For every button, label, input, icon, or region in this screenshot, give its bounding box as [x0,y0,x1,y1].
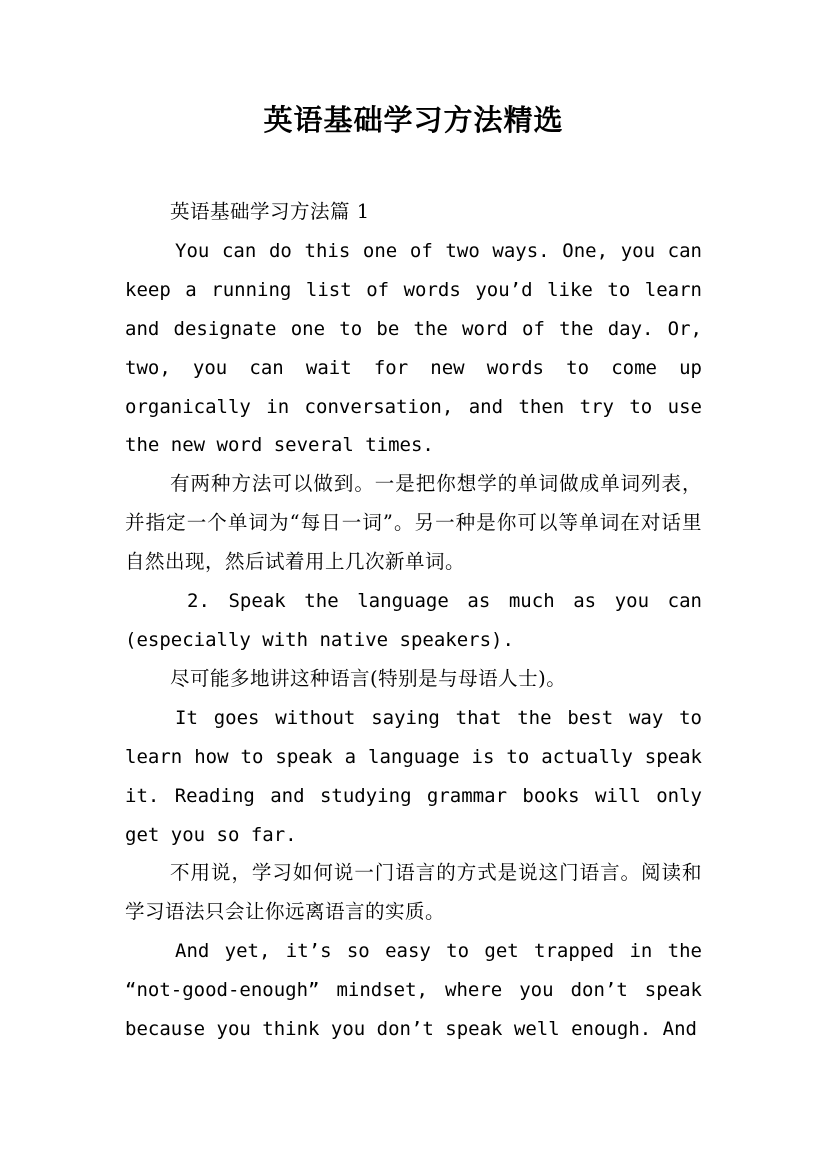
section-heading: 英语基础学习方法篇 1 [170,200,370,223]
paragraph-chinese: 有两种方法可以做到。一是把你想学的单词做成单词列表，并指定一个单词为“每日一词”。另一种是你可以等单词在对话里自然出现，然后试着用上几次新单词。 [125,472,702,574]
document-body [125,193,702,1049]
paragraph-chinese: 不用说，学习如何说一门语言的方式是说这门语言。阅读和学习语法只会让你远离语言的实质。 [125,861,702,924]
paragraph-english: You can do this one of two ways. One, you can keep a running list of words you’d like to learn and designate one to be the word of the day. Or, two, you can wait for new words to come up organically in conversation, and then try to use the new word several times. [125,239,702,457]
paragraph-english: It goes without saying that the best way to learn how to speak a language is to actually speak it. Reading and studying grammar books will only get you so far. [125,706,702,846]
document-title: 英语基础学习方法精选 [263,103,564,137]
paragraph-english-numbered: 2. Speak the language as much as you can (especially with native speakers). [125,590,702,651]
paragraph-english: And yet, it’s so easy to get trapped in the “not-good-enough” mindset, where you don’t speak because you think you don’t speak well enough. And [125,940,702,1041]
paragraph-chinese: 尽可能多地讲这种语言(特别是与母语人士)。 [170,666,567,690]
